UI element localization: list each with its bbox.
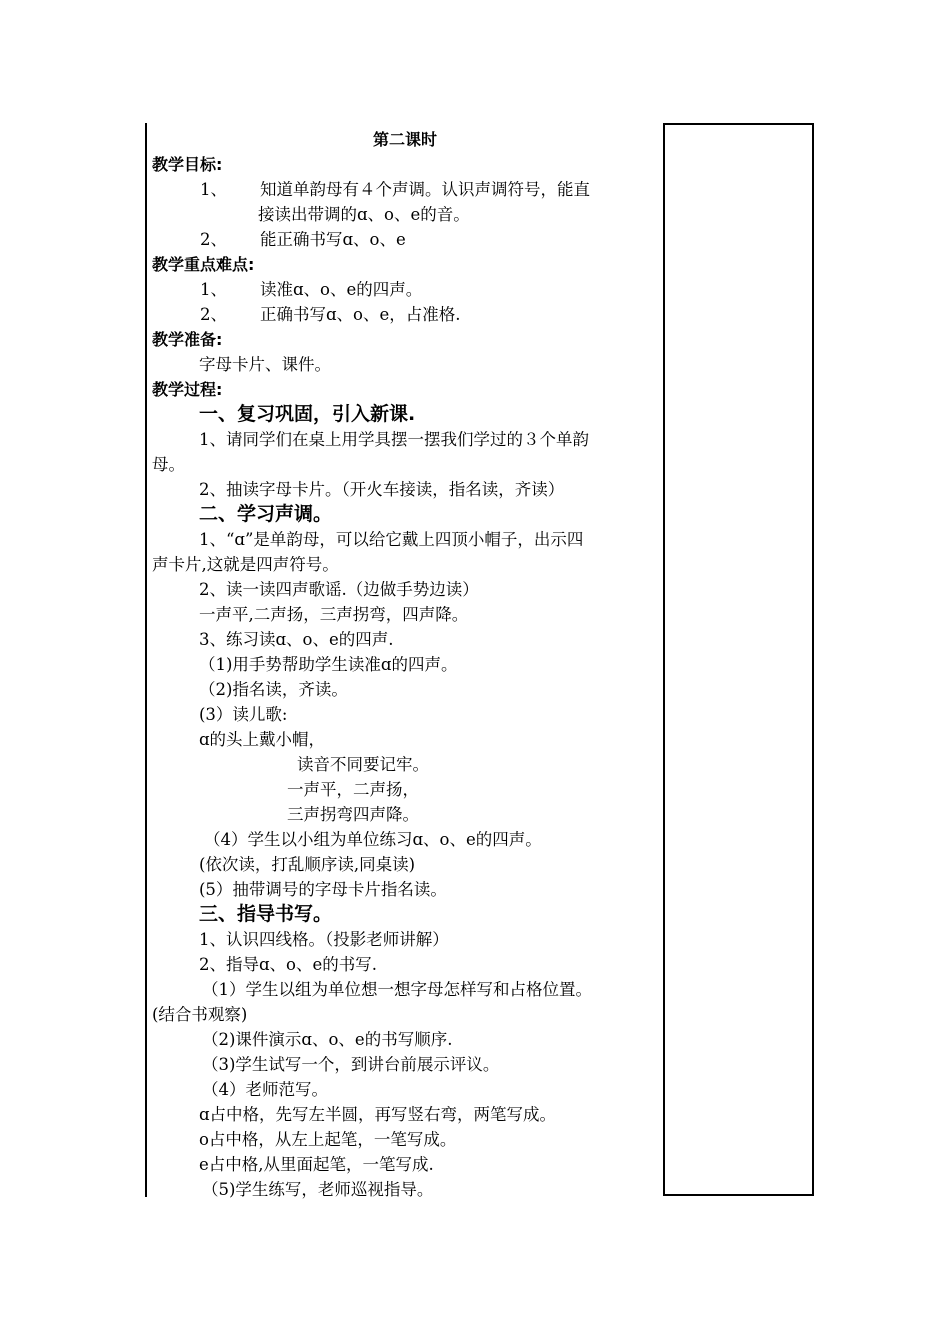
key-point-number: 2、 bbox=[200, 305, 227, 324]
process-line: 1、请同学们在桌上用学具摆一摆我们学过的３个单韵 bbox=[199, 430, 589, 449]
process-line: （2)课件演示ɑ、o、e的书写顺序. bbox=[202, 1030, 453, 1049]
key-point-text: 读准ɑ、o、e的四声。 bbox=[260, 280, 423, 299]
process-line: （2)指名读，齐读。 bbox=[199, 680, 348, 699]
process-line: (依次读，打乱顺序读,同桌读) bbox=[199, 855, 416, 874]
preparation-text: 字母卡片、课件。 bbox=[199, 355, 331, 374]
rhyme-line: 三声拐弯四声降。 bbox=[287, 805, 419, 824]
rhyme-line: ɑ的头上戴小帽， bbox=[199, 730, 326, 749]
section-title-review: 一、复习巩固，引入新课. bbox=[199, 403, 416, 425]
key-point-item bbox=[152, 302, 658, 327]
process-line: e占中格,从里面起笔，一笔写成. bbox=[199, 1155, 434, 1174]
process-line: （1）学生以组为单位想一想字母怎样写和占格位置。 bbox=[202, 980, 592, 999]
process-line: (5）抽带调号的字母卡片指名读。 bbox=[199, 880, 447, 899]
section-title-tones: 二、学习声调。 bbox=[199, 503, 333, 525]
process-line: (结合书观察) bbox=[152, 1005, 248, 1024]
process-line: 1、认识四线格。（投影老师讲解） bbox=[199, 930, 449, 949]
rhyme-line: 一声平，二声扬， bbox=[287, 780, 419, 799]
rhyme-line: 读音不同要记牢。 bbox=[297, 755, 429, 774]
process-line: 1、“ɑ”是单韵母，可以给它戴上四顶小帽子，出示四 bbox=[199, 530, 584, 549]
process-line: （3)学生试写一个，到讲台前展示评议。 bbox=[202, 1055, 500, 1074]
process-line: 一声平,二声扬，三声拐弯，四声降。 bbox=[199, 605, 469, 624]
process-line: （5)学生练写，老师巡视指导。 bbox=[202, 1180, 434, 1199]
process-heading: 教学过程: bbox=[152, 380, 223, 399]
process-line: （4）老师范写。 bbox=[202, 1080, 328, 1099]
process-line: 母。 bbox=[152, 455, 185, 474]
key-point-item bbox=[152, 277, 658, 302]
objective-number: 2、 bbox=[200, 230, 227, 249]
process-line: 2、抽读字母卡片。（开火车接读，指名读，齐读） bbox=[199, 480, 565, 499]
objective-text: 能正确书写ɑ、o、e bbox=[260, 230, 406, 249]
section-title-writing: 三、指导书写。 bbox=[199, 903, 333, 925]
objective-continuation: 接读出带调的ɑ、o、e的音。 bbox=[258, 205, 470, 224]
objective-item bbox=[152, 227, 658, 252]
key-point-number: 1、 bbox=[200, 280, 227, 299]
process-line: （4）学生以小组为单位练习ɑ、o、e的四声。 bbox=[204, 830, 542, 849]
process-line: 声卡片,这就是四声符号。 bbox=[152, 555, 339, 574]
process-line: 2、读一读四声歌谣.（边做手势边读） bbox=[199, 580, 479, 599]
key-point-text: 正确书写ɑ、o、e，占准格. bbox=[260, 305, 461, 324]
process-line: o占中格，从左上起笔，一笔写成。 bbox=[199, 1130, 457, 1149]
process-line: (3）读儿歌: bbox=[199, 705, 288, 724]
key-points-heading: 教学重点难点: bbox=[152, 255, 255, 274]
notes-column bbox=[663, 123, 814, 1196]
process-line: ɑ占中格，先写左半圆，再写竖右弯，两笔写成。 bbox=[199, 1105, 557, 1124]
objective-text: 知道单韵母有４个声调。认识声调符号，能直 bbox=[260, 180, 590, 199]
lesson-plan-content bbox=[152, 127, 658, 1202]
lesson-title: 第二课时 bbox=[372, 130, 437, 149]
process-line: （1)用手势帮助学生读准ɑ的四声。 bbox=[199, 655, 458, 674]
table-left-border bbox=[145, 123, 147, 1197]
process-line: 3、练习读ɑ、o、e的四声. bbox=[199, 630, 394, 649]
process-line: 2、指导ɑ、o、e的书写. bbox=[199, 955, 378, 974]
objective-number: 1、 bbox=[200, 180, 227, 199]
preparation-heading: 教学准备: bbox=[152, 330, 223, 349]
objectives-heading: 教学目标: bbox=[152, 155, 223, 174]
objective-item bbox=[152, 177, 658, 202]
